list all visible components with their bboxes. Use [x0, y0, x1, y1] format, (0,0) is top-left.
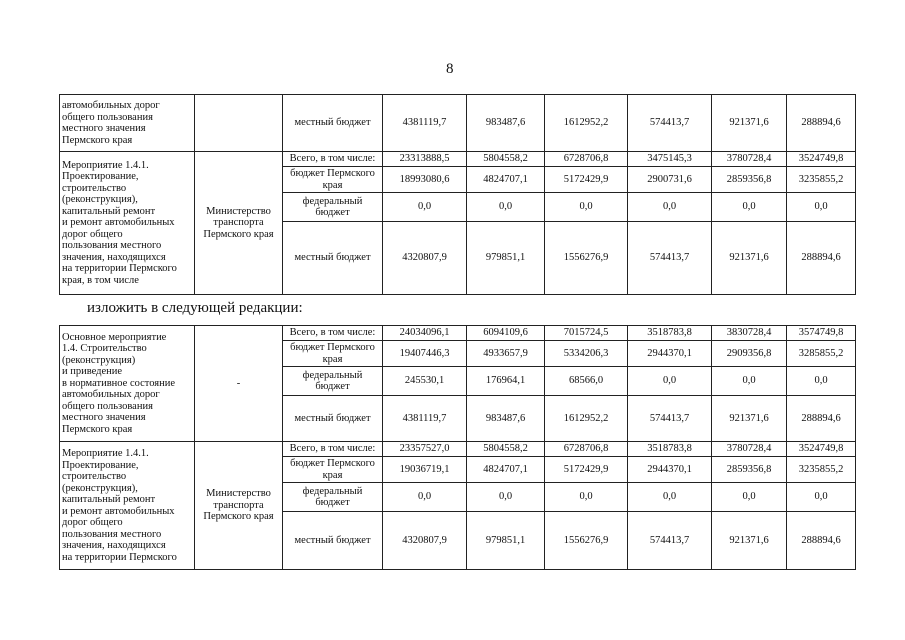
- value-cell: 921371,6: [712, 512, 787, 570]
- value-cell: 0,0: [628, 483, 712, 512]
- value-cell: 5804558,2: [467, 442, 545, 457]
- table-row: [60, 326, 856, 341]
- value-cell: 2859356,8: [712, 167, 787, 193]
- executor-cell: -: [195, 326, 283, 442]
- value-cell: 921371,6: [712, 95, 787, 152]
- value-cell: 3780728,4: [712, 442, 787, 457]
- value-cell: 574413,7: [628, 95, 712, 152]
- value-cell: 176964,1: [467, 367, 545, 396]
- value-cell: 3574749,8: [787, 326, 856, 341]
- table-row: [60, 95, 856, 152]
- value-cell: 0,0: [712, 483, 787, 512]
- value-cell: 3780728,4: [712, 152, 787, 167]
- value-cell: 4933657,9: [467, 341, 545, 367]
- event-description: Мероприятие 1.4.1. Проектирование, строительство (реконструкция), капитальный ремонт и ремонт автомобильных дорог общего пользования местного значения, находящихся на территории Пермского: [60, 442, 195, 570]
- funding-source: местный бюджет: [283, 512, 383, 570]
- funding-source: Всего, в том числе:: [283, 152, 383, 167]
- value-cell: 5804558,2: [467, 152, 545, 167]
- value-cell: 574413,7: [628, 396, 712, 442]
- value-cell: 4381119,7: [383, 95, 467, 152]
- value-cell: 19036719,1: [383, 457, 467, 483]
- value-cell: 23313888,5: [383, 152, 467, 167]
- value-cell: 4824707,1: [467, 167, 545, 193]
- value-cell: 0,0: [712, 193, 787, 222]
- funding-source: бюджет Пермского края: [283, 167, 383, 193]
- value-cell: 3518783,8: [628, 326, 712, 341]
- value-cell: 3235855,2: [787, 167, 856, 193]
- value-cell: 983487,6: [467, 95, 545, 152]
- value-cell: 5334206,3: [545, 341, 628, 367]
- value-cell: 6728706,8: [545, 442, 628, 457]
- value-cell: 4381119,7: [383, 396, 467, 442]
- value-cell: 0,0: [545, 193, 628, 222]
- value-cell: 24034096,1: [383, 326, 467, 341]
- value-cell: 0,0: [545, 483, 628, 512]
- executor-cell: [195, 95, 283, 152]
- value-cell: 0,0: [467, 483, 545, 512]
- value-cell: 0,0: [787, 193, 856, 222]
- value-cell: 4824707,1: [467, 457, 545, 483]
- value-cell: 0,0: [712, 367, 787, 396]
- funding-source: федеральный бюджет: [283, 193, 383, 222]
- funding-source: местный бюджет: [283, 222, 383, 295]
- value-cell: 2944370,1: [628, 457, 712, 483]
- value-cell: 1556276,9: [545, 222, 628, 295]
- funding-source: местный бюджет: [283, 95, 383, 152]
- table-row: [60, 152, 856, 167]
- value-cell: 0,0: [787, 367, 856, 396]
- value-cell: 5172429,9: [545, 167, 628, 193]
- value-cell: 0,0: [467, 193, 545, 222]
- value-cell: 3524749,8: [787, 442, 856, 457]
- value-cell: 1612952,2: [545, 396, 628, 442]
- value-cell: 2900731,6: [628, 167, 712, 193]
- value-cell: 574413,7: [628, 222, 712, 295]
- budget-table-current: [59, 94, 856, 295]
- value-cell: 0,0: [628, 367, 712, 396]
- table-row: [60, 442, 856, 457]
- value-cell: 2859356,8: [712, 457, 787, 483]
- value-cell: 5172429,9: [545, 457, 628, 483]
- executor-cell: Министерство транспорта Пермского края: [195, 152, 283, 295]
- value-cell: 6094109,6: [467, 326, 545, 341]
- value-cell: 19407446,3: [383, 341, 467, 367]
- value-cell: 979851,1: [467, 512, 545, 570]
- value-cell: 0,0: [628, 193, 712, 222]
- funding-source: бюджет Пермского края: [283, 457, 383, 483]
- value-cell: 68566,0: [545, 367, 628, 396]
- value-cell: 2909356,8: [712, 341, 787, 367]
- value-cell: 2944370,1: [628, 341, 712, 367]
- event-description: автомобильных дорог общего пользования местного значения Пермского края: [60, 95, 195, 152]
- funding-source: Всего, в том числе:: [283, 326, 383, 341]
- funding-source: бюджет Пермского края: [283, 341, 383, 367]
- value-cell: 3475145,3: [628, 152, 712, 167]
- value-cell: 18993080,6: [383, 167, 467, 193]
- value-cell: 23357527,0: [383, 442, 467, 457]
- value-cell: 6728706,8: [545, 152, 628, 167]
- value-cell: 574413,7: [628, 512, 712, 570]
- section-heading: изложить в следующей редакции:: [87, 300, 303, 316]
- value-cell: 979851,1: [467, 222, 545, 295]
- value-cell: 0,0: [787, 483, 856, 512]
- value-cell: 288894,6: [787, 95, 856, 152]
- value-cell: 1556276,9: [545, 512, 628, 570]
- event-description: Мероприятие 1.4.1. Проектирование, строительство (реконструкция), капитальный ремонт и ремонт автомобильных дорог общего пользования местного значения, находящихся на территории Пермского края, в том числе: [60, 152, 195, 295]
- value-cell: 288894,6: [787, 222, 856, 295]
- value-cell: 3518783,8: [628, 442, 712, 457]
- value-cell: 4320807,9: [383, 512, 467, 570]
- value-cell: 983487,6: [467, 396, 545, 442]
- executor-cell: Министерство транспорта Пермского края: [195, 442, 283, 570]
- value-cell: 921371,6: [712, 396, 787, 442]
- page-number: 8: [446, 61, 454, 77]
- value-cell: 0,0: [383, 193, 467, 222]
- value-cell: 7015724,5: [545, 326, 628, 341]
- value-cell: 3830728,4: [712, 326, 787, 341]
- value-cell: 4320807,9: [383, 222, 467, 295]
- value-cell: 921371,6: [712, 222, 787, 295]
- value-cell: 3524749,8: [787, 152, 856, 167]
- value-cell: 288894,6: [787, 396, 856, 442]
- value-cell: 245530,1: [383, 367, 467, 396]
- funding-source: федеральный бюджет: [283, 367, 383, 396]
- value-cell: 3285855,2: [787, 341, 856, 367]
- value-cell: 1612952,2: [545, 95, 628, 152]
- value-cell: 3235855,2: [787, 457, 856, 483]
- value-cell: 288894,6: [787, 512, 856, 570]
- value-cell: 0,0: [383, 483, 467, 512]
- funding-source: Всего, в том числе:: [283, 442, 383, 457]
- funding-source: местный бюджет: [283, 396, 383, 442]
- funding-source: федеральный бюджет: [283, 483, 383, 512]
- budget-table-new: [59, 325, 856, 570]
- event-description: Основное мероприятие 1.4. Строительство (реконструкция) и приведение в нормативное состояние автомобильных дорог общего пользования местного значения Пермского края: [60, 326, 195, 442]
